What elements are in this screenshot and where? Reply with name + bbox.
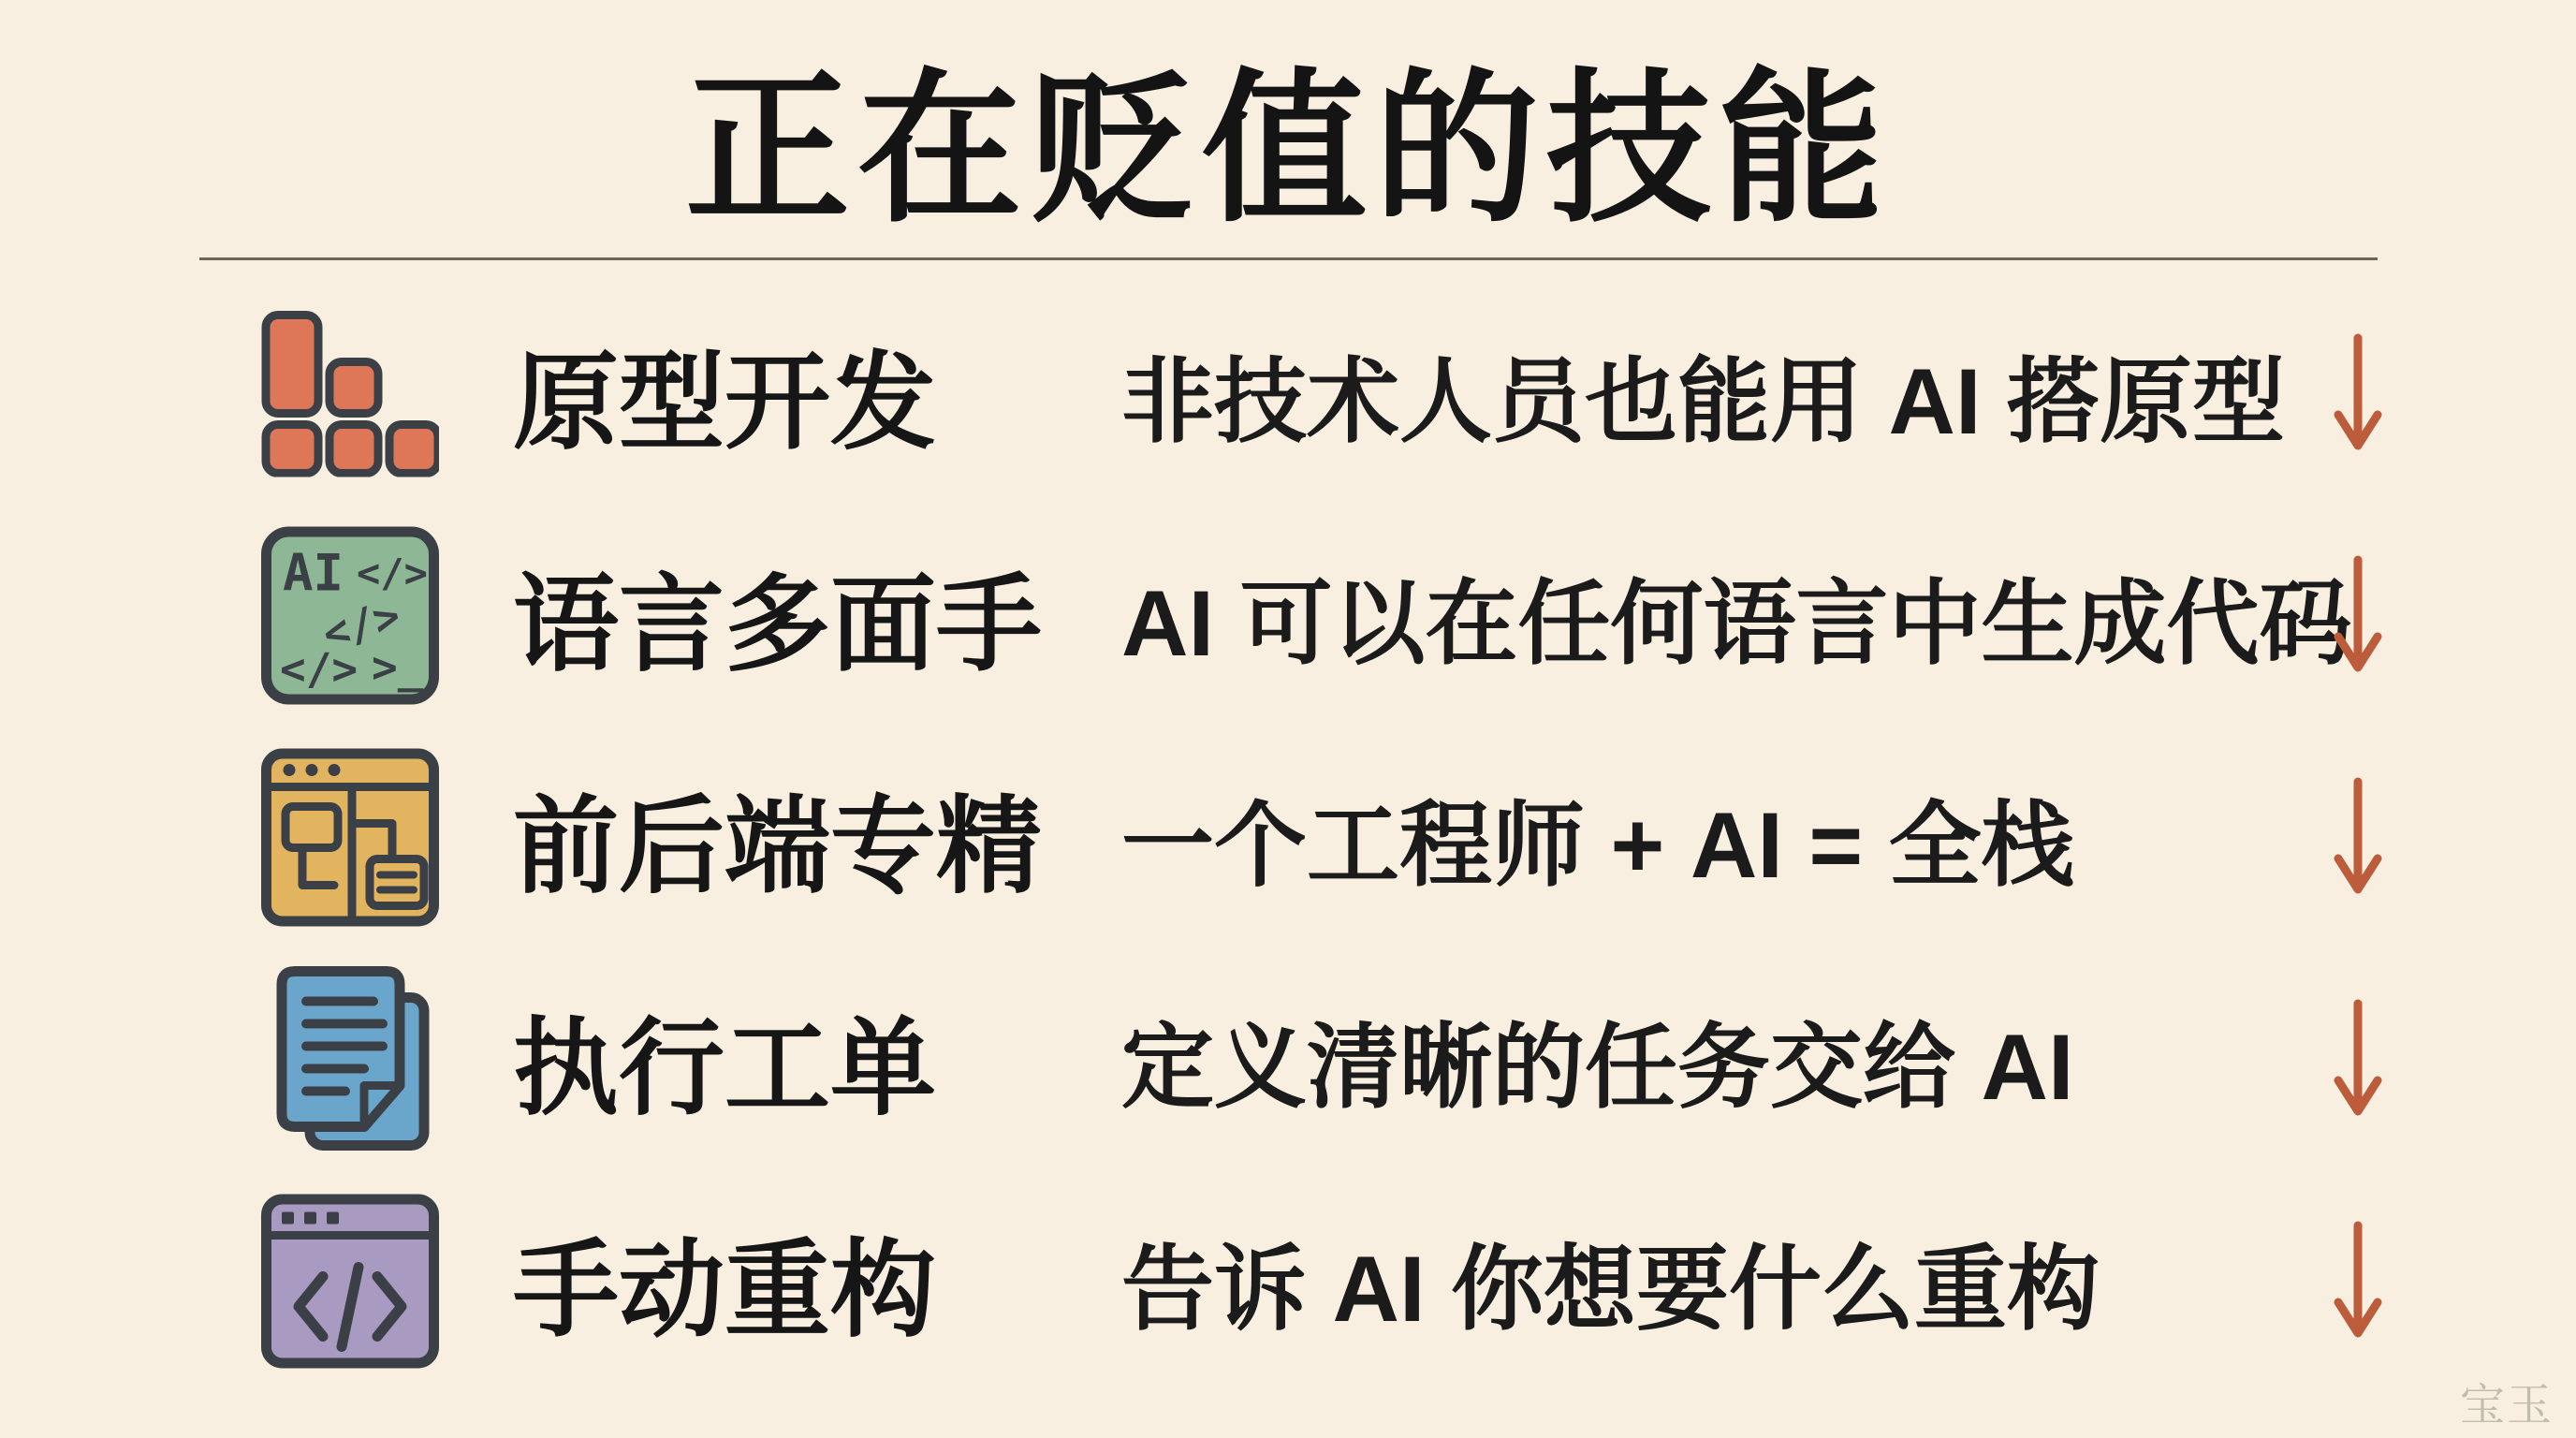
code-window-icon xyxy=(260,1185,440,1377)
ai-code-icon xyxy=(260,520,440,712)
down-arrow-icon xyxy=(2329,554,2387,678)
blocks-chart-icon xyxy=(260,298,440,490)
skill-description: 一个工程师 + AI = 全栈 xyxy=(1121,792,2074,897)
skill-row-tickets xyxy=(0,948,2576,1170)
svg-text:AI: AI xyxy=(283,543,344,603)
skill-row-prototyping xyxy=(0,283,2576,505)
svg-text:</>: </> xyxy=(280,643,359,695)
down-arrow-icon xyxy=(2329,998,2387,1122)
svg-text:</>: </> xyxy=(316,589,406,660)
watermark: 宝玉 xyxy=(2460,1381,2554,1431)
skill-description: AI 可以在任何语言中生成代码 xyxy=(1121,570,2352,675)
skill-description: 非技术人员也能用 AI 搭原型 xyxy=(1121,348,2286,453)
down-arrow-icon xyxy=(2329,1220,2387,1343)
documents-icon xyxy=(260,963,440,1155)
skill-name: 执行工单 xyxy=(513,1008,936,1127)
skill-list xyxy=(0,283,2576,1392)
down-arrow-icon xyxy=(2329,332,2387,456)
skill-name: 语言多面手 xyxy=(513,565,1042,683)
down-arrow-icon xyxy=(2329,776,2387,900)
skill-row-refactoring xyxy=(0,1170,2576,1392)
skill-name: 前后端专精 xyxy=(513,786,1042,905)
skill-description: 定义清晰的任务交给 AI xyxy=(1121,1014,2074,1119)
svg-text:>_: >_ xyxy=(372,641,424,693)
title-divider xyxy=(199,257,2378,260)
skill-name: 原型开发 xyxy=(513,343,936,462)
skill-description: 告诉 AI 你想要什么重构 xyxy=(1121,1236,2100,1341)
page-title: 正在贬值的技能 xyxy=(684,58,1891,242)
skill-row-polyglot xyxy=(0,505,2576,726)
skill-row-frontend-backend xyxy=(0,726,2576,948)
skill-name: 手动重构 xyxy=(513,1230,936,1349)
svg-text:</>: </> xyxy=(357,550,428,596)
browser-wireframe-icon xyxy=(260,741,440,933)
